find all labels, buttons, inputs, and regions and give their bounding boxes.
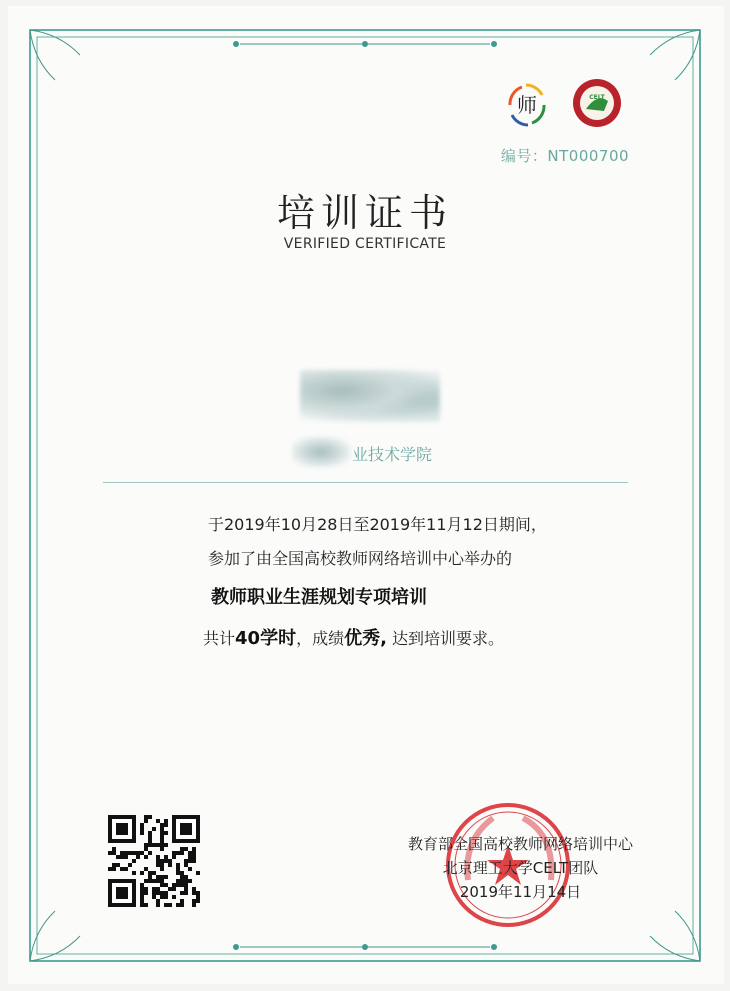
issue-date: 2019年11月14日 — [459, 883, 582, 901]
svg-text:师: 师 — [517, 93, 537, 117]
training-result — [203, 624, 504, 650]
certificate-title: 培训证书 — [276, 191, 453, 235]
qr-code-icon[interactable] — [108, 815, 200, 907]
certificate-subtitle: VERIFIED CERTIFICATE — [283, 236, 447, 252]
redacted-recipient-name — [300, 370, 440, 422]
divider-line — [103, 482, 628, 483]
svg-text:CELT: CELT — [589, 94, 605, 101]
redacted-school-prefix — [292, 437, 350, 467]
teacher-logo-icon — [510, 85, 544, 125]
result-suffix: 达到培训要求。 — [386, 629, 505, 648]
training-organizer: 参加了由全国高校教师网络培训中心举办的 — [208, 549, 513, 568]
header-logos — [500, 75, 630, 135]
celt-seal-icon — [573, 79, 621, 127]
result-prefix: 共计 — [203, 629, 236, 648]
issuer-organization: 教育部全国高校教师网络培训中心 — [407, 835, 633, 853]
training-grade: 优秀, — [344, 628, 387, 649]
issuer-block — [388, 832, 653, 904]
recipient-school: 业技术学院 — [352, 445, 433, 464]
training-hours: 40学时 — [235, 628, 297, 649]
training-period: 于2019年10月28日至2019年11月12日期间， — [208, 515, 547, 534]
issuer-team: 北京理工大学CELT团队 — [442, 859, 599, 877]
result-mid: ，成绩 — [296, 629, 345, 648]
certificate-serial-number: 编号：NT000700 — [500, 147, 630, 165]
course-name: 教师职业生涯规划专项培训 — [211, 587, 427, 608]
